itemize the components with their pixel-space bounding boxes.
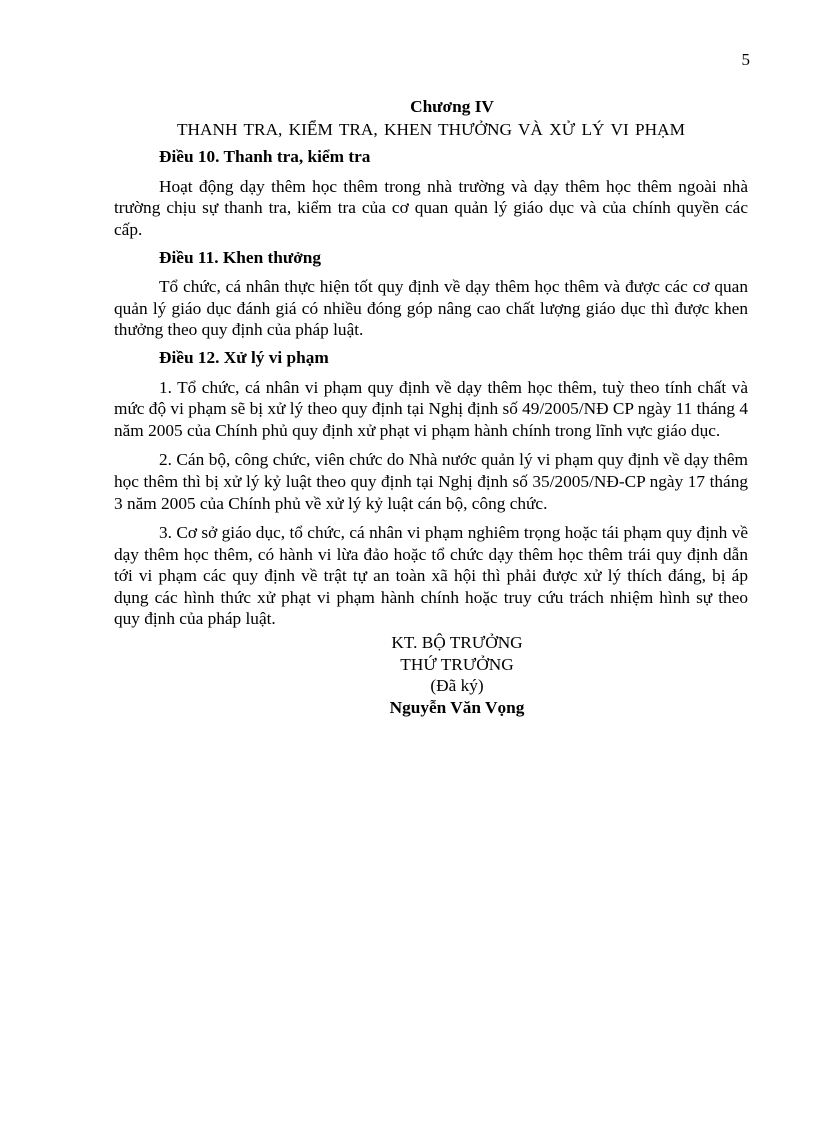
article-12-clause-2: 2. Cán bộ, công chức, viên chức do Nhà nước quản lý vi phạm quy định về dạy thêm học thêm thì bị xử lý kỷ luật theo quy định tại Nghị định số 35/2005/NĐ-CP ngày 17 tháng 3 năm 2005 của Chính phủ về xử lý kỷ luật cán bộ, công chức. [114, 450, 748, 513]
signature-title: KT. BỘ TRƯỞNG [391, 633, 523, 653]
article-11-paragraph: Tổ chức, cá nhân thực hiện tốt quy định về dạy thêm học thêm và được các cơ quan quản lý giáo dục đánh giá có nhiều đóng góp nâng cao chất lượng giáo dục thì được khen thưởng theo quy định của pháp luật. [114, 277, 748, 340]
signature-block [114, 632, 748, 718]
article-12-clause-3: 3. Cơ sở giáo dục, tổ chức, cá nhân vi phạm nghiêm trọng hoặc tái phạm quy định về dạy thêm học thêm, có hành vi lừa đảo hoặc tổ chức dạy thêm học thêm trái quy định dẫn tới vi phạm các quy định về trật tự an toàn xã hội thì phải được xử lý thích đáng, bị áp dụng các hình thức xử phạt vi phạm hành chính hoặc truy cứu trách nhiệm hình sự theo quy định của pháp luật. [114, 523, 748, 629]
chapter-title: Chương IV [410, 97, 494, 116]
article-10-heading: Điều 10. Thanh tra, kiểm tra [159, 147, 371, 167]
article-12-heading: Điều 12. Xử lý vi phạm [159, 347, 329, 367]
signature-signed-note: (Đã ký) [430, 676, 484, 696]
signatory-name: Nguyễn Văn Vọng [389, 697, 525, 717]
page-number: 5 [741, 50, 750, 69]
article-11-heading: Điều 11. Khen thưởng [159, 247, 322, 267]
signature-subtitle: THỨ TRƯỞNG [400, 654, 514, 674]
chapter-subtitle: THANH TRA, KIỂM TRA, KHEN THƯỞNG VÀ XỬ LÝ VI PHẠM [177, 119, 685, 139]
article-10-paragraph: Hoạt động dạy thêm học thêm trong nhà trường và dạy thêm học thêm ngoài nhà trường chịu sự thanh tra, kiểm tra của cơ quan quản lý giáo dục và của chính quyền các cấp. [114, 176, 748, 239]
document-body [114, 96, 748, 718]
article-12-clause-1: 1. Tổ chức, cá nhân vi phạm quy định về dạy thêm học thêm, tuỳ theo tính chất và mức độ vi phạm sẽ bị xử lý theo quy định tại Nghị định số 49/2005/NĐ CP ngày 11 tháng 4 năm 2005 của Chính phủ quy định xử phạt vi phạm hành chính trong lĩnh vực giáo dục. [114, 377, 748, 440]
